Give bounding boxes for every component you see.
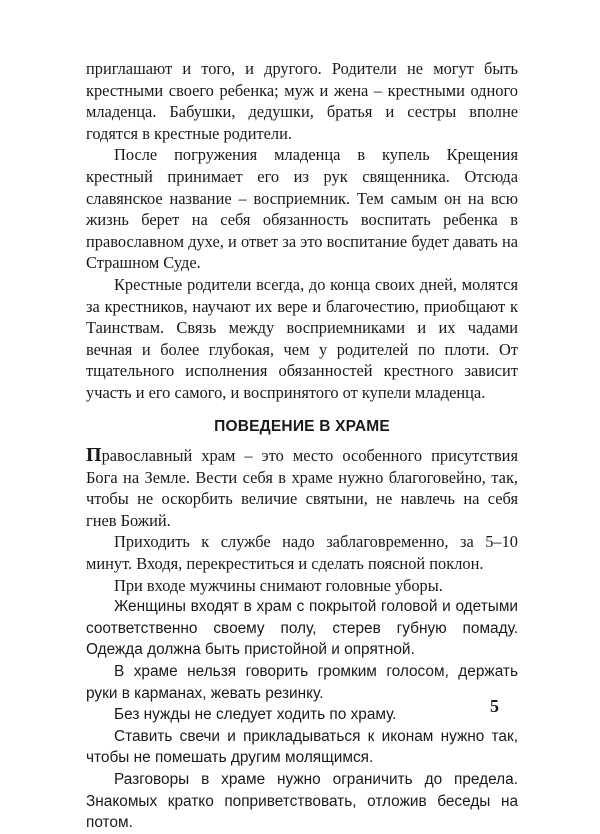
rule-candles-icons: Ставить свечи и прикладываться к иконам нужно так, чтобы не помешать другим молящимся.: [86, 727, 518, 767]
page-number: 5: [490, 696, 499, 716]
paragraph-temple-intro: [86, 445, 518, 531]
paragraph-godparents-eligibility: приглашают и того, и другого. Родители не могут быть крестными своего ребенка; муж и жена – крестными одного младенца. Бабушки, дедушки, братья и сестры вполне годятся в крестные родители.: [86, 59, 518, 143]
rule-women-attire: Женщины входят в храм с покрытой головой и одетыми соответственно своему полу, стерев губную помаду. Одежда должна быть пристойной и опрятной.: [86, 598, 518, 659]
dropcap-letter: П: [86, 444, 102, 467]
rule-no-loud-voice: В храме нельзя говорить громким голосом, держать руки в карманах, жевать резинку.: [86, 663, 518, 702]
rule-arrive-early: Приходить к службе надо заблаговременно, за 5–10 минут. Входя, перекреститься и сделать поясной поклон.: [86, 532, 518, 574]
section-heading: ПОВЕДЕНИЕ В ХРАМЕ: [214, 417, 390, 435]
paragraph-temple-intro-text: равославный храм – это место особенного присутствия Бога на Земле. Вести себя в храме нужно благоговейно, так, чтобы не оскорбить величие святыни, не навлечь на себя гнев Божий.: [86, 446, 518, 530]
page-body: [86, 58, 518, 834]
paragraph-godparent-receiver: После погружения младенца в купель Крещения крестный принимает его из рук священника. Отсюда славянское название – восприемник. Тем самым он на всю жизнь берет на себя обязанность воспитать ребенка в православном духе, и ответ за это воспитание будет давать на Страшном Суде.: [86, 145, 518, 273]
rule-limit-talking: Разговоры в храме нужно ограничить до предела. Знакомых кратко поприветствовать, отложив беседы на потом.: [86, 771, 518, 832]
paragraph-godparent-duties: Крестные родители всегда, до конца своих дней, молятся за крестников, научают их вере и благочестию, приобщают к Таинствам. Связь между восприемниками и их чадами вечная и более глубокая, чем у родителей по плоти. От тщательного исполнения обязанностей крестного зависит участь и его самого, и воспринятого от купели младенца.: [86, 274, 518, 402]
rule-men-hats: При входе мужчины снимают головные уборы.: [114, 575, 443, 595]
rule-no-walking: Без нужды не следует ходить по храму.: [114, 706, 397, 724]
